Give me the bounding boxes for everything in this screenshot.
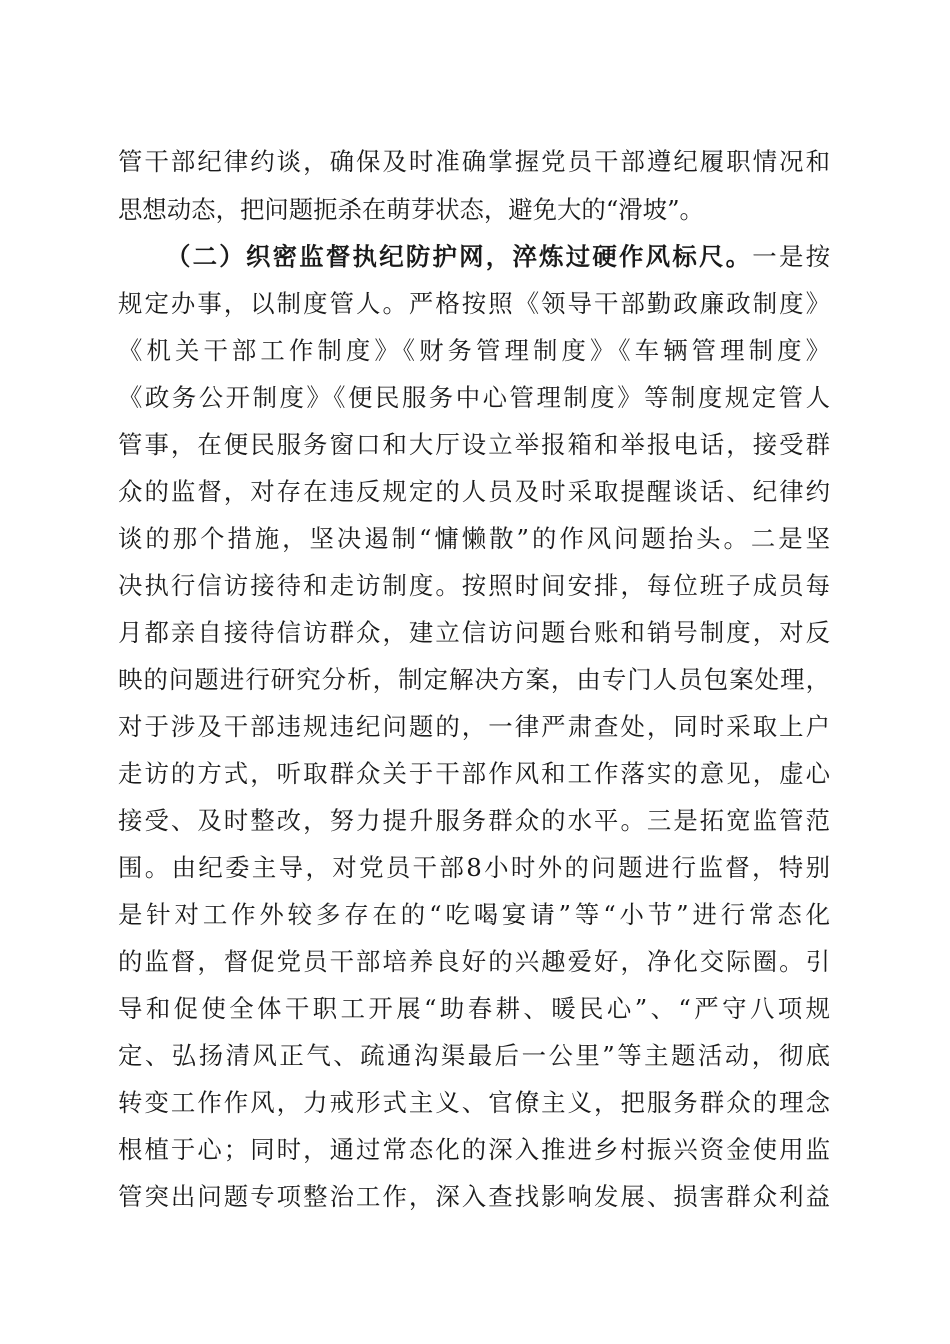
text-line-1: 管干部纪律约谈，确保及时准确掌握党员干部遵纪履职情况和	[118, 147, 830, 176]
text-line-9: 决执行信访接待和走访制度。按照时间安排，每位班子成员每	[118, 571, 830, 600]
section-heading: （二）织密监督执纪防护网，淬炼过硬作风标尺。	[166, 242, 753, 271]
text-line-21: 根植于心；同时，通过常态化的深入推进乡村振兴资金使用监	[118, 1135, 830, 1164]
section-heading-line	[166, 237, 830, 277]
text-line-18: 导和促使全体干职工开展“助春耕、暖民心”、“严守八项规	[118, 994, 830, 1023]
text-line-20: 转变工作作风，力戒形式主义、官僚主义，把服务群众的理念	[118, 1088, 830, 1117]
text-line-16: 是针对工作外较多存在的“吃喝宴请”等“小节”进行常态化	[118, 900, 830, 929]
text-line-22: 管突出问题专项整治工作，深入查找影响发展、损害群众利益	[118, 1182, 830, 1211]
text-line-13: 走访的方式，听取群众关于干部作风和工作落实的意见，虚心	[118, 759, 830, 788]
text-line-19: 定、弘扬清风正气、疏通沟渠最后一公里”等主题活动，彻底	[118, 1041, 830, 1070]
text-line-7: 众的监督，对存在违反规定的人员及时采取提醒谈话、纪律约	[118, 477, 830, 506]
text-line-4: 《机关干部工作制度》《财务管理制度》《车辆管理制度》	[118, 336, 830, 365]
text-line-2: 思想动态，把问题扼杀在萌芽状态，避免大的“滑坡”。	[118, 195, 704, 224]
text-line-12: 对于涉及干部违规违纪问题的，一律严肃查处，同时采取上户	[118, 712, 830, 741]
text-line-11: 映的问题进行研究分析，制定解决方案，由专门人员包案处理，	[118, 665, 830, 694]
text-line-8: 谈的那个措施，坚决遏制“慵懒散”的作风问题抬头。二是坚	[118, 524, 830, 553]
text-line-10: 月都亲自接待信访群众，建立信访问题台账和销号制度，对反	[118, 618, 830, 647]
text-line-5: 《政务公开制度》《便民服务中心管理制度》等制度规定管人	[118, 383, 830, 412]
text-line-6: 管事，在便民服务窗口和大厅设立举报箱和举报电话，接受群	[118, 430, 830, 459]
text-line-15: 围。由纪委主导，对党员干部8小时外的问题进行监督，特别	[118, 853, 830, 882]
text-line-14: 接受、及时整改，努力提升服务群众的水平。三是拓宽监管范	[118, 806, 830, 835]
section-heading-continuation: 一是按	[752, 242, 830, 271]
text-line-3: 规定办事，以制度管人。严格按照《领导干部勤政廉政制度》	[118, 289, 830, 318]
text-line-17: 的监督，督促党员干部培养良好的兴趣爱好，净化交际圈。引	[118, 947, 830, 976]
